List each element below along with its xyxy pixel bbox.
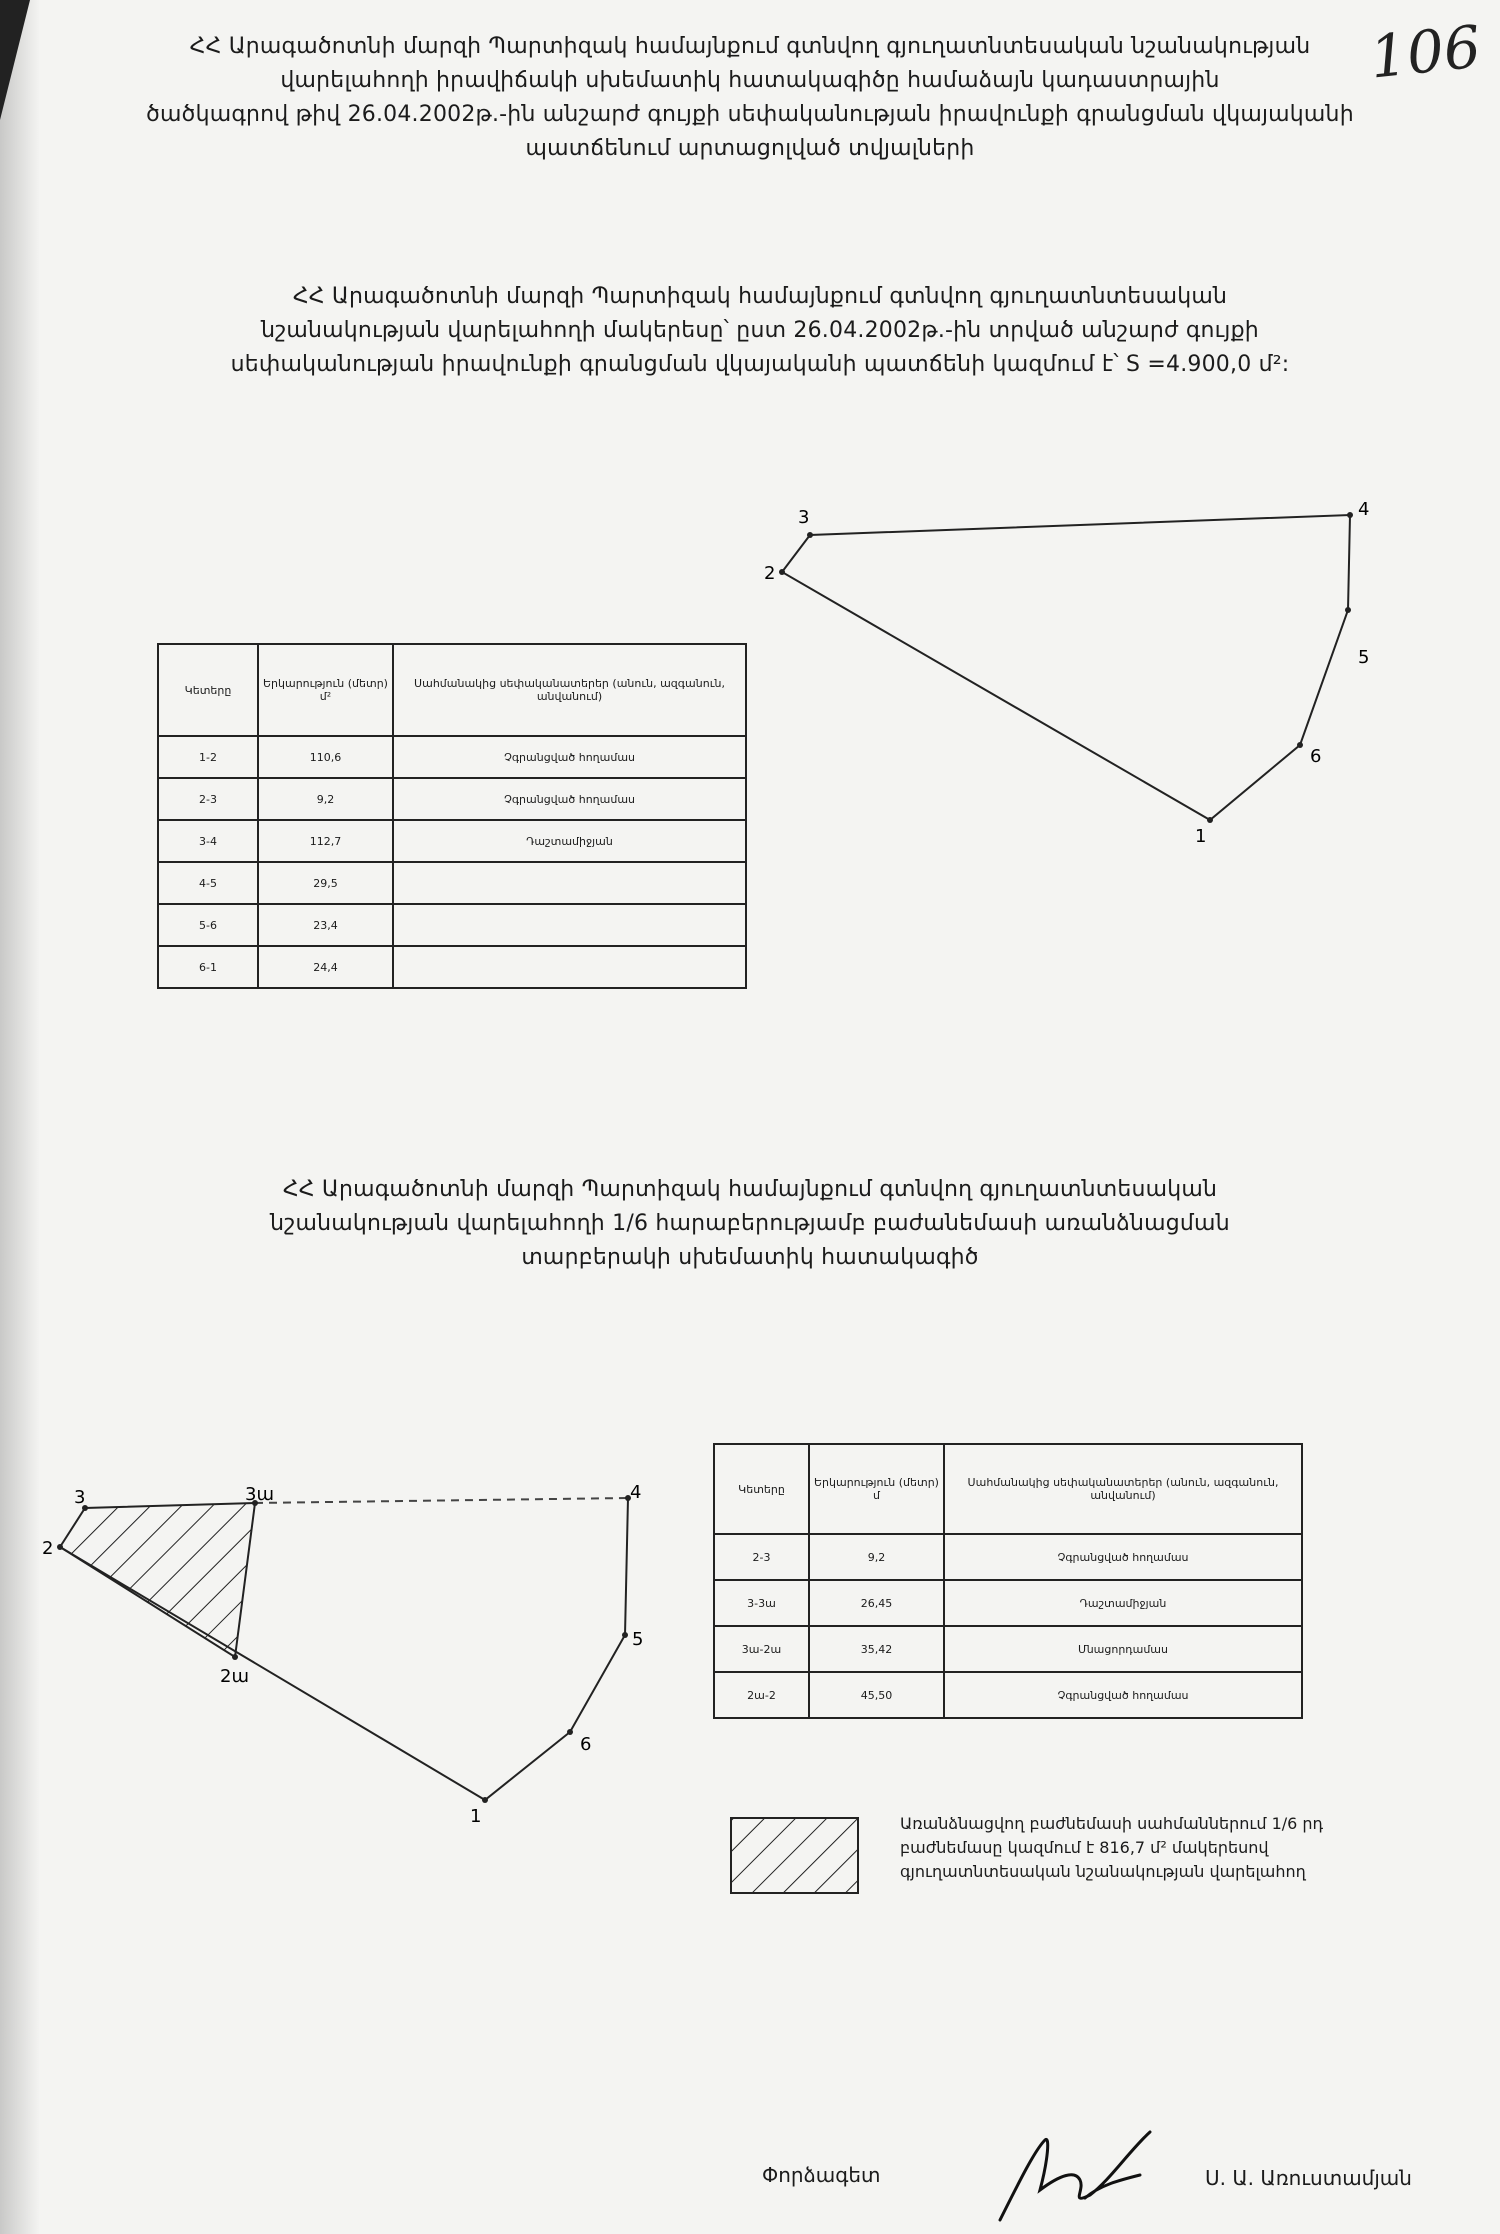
table-cell: 3-3ա (714, 1580, 809, 1626)
header-line: պատճենում արտացոլված տվյալների (525, 136, 975, 161)
table-cell: 2-3 (714, 1534, 809, 1580)
section2-description (160, 1173, 1340, 1275)
table-row (158, 904, 746, 946)
point-label: 4 (1358, 499, 1370, 520)
section2-boundary-table (713, 1443, 1303, 1719)
section1-description (120, 280, 1400, 382)
table-cell: Չգրանցված հողամաս (393, 778, 746, 820)
expert-name: Ս. Ա. Առուստամյան (1205, 2166, 1412, 2190)
table-cell: 6-1 (158, 946, 258, 988)
handwritten-signature (990, 2120, 1170, 2230)
table-cell: 1-2 (158, 736, 258, 778)
point-label: 5 (1358, 647, 1370, 668)
table-row (714, 1626, 1302, 1672)
section1-land-plan (740, 490, 1420, 850)
table-header: Սահմանակից սեփականատերեր (անուն, ազգանուն, անվանում) (944, 1444, 1302, 1534)
table-cell: Չգրանցված հողամաս (393, 736, 746, 778)
plot-outline (782, 515, 1350, 820)
table-row (158, 736, 746, 778)
table-cell: 4-5 (158, 862, 258, 904)
section1-boundary-table (157, 643, 747, 989)
allocated-share-area (60, 1503, 255, 1657)
table-cell: 26,45 (809, 1580, 944, 1626)
table-row (158, 862, 746, 904)
point-label: 4 (630, 1482, 642, 1503)
point-label: 2 (764, 563, 776, 584)
table-row (158, 820, 746, 862)
table-cell: 3ա-2ա (714, 1626, 809, 1672)
table-cell: 35,42 (809, 1626, 944, 1672)
handwritten-page-number: 106 (1366, 12, 1484, 92)
legend-text (900, 1812, 1323, 1884)
section1-line: ՀՀ Արագածոտնի մարզի Պարտիզակ համայնքում գտնվող գյուղատնտեսական (292, 284, 1228, 309)
table-header: Սահմանակից սեփականատերեր (անուն, ազգանուն, անվանում) (393, 644, 746, 736)
scan-corner-shadow (0, 0, 30, 120)
point-label: 2 (42, 1538, 54, 1559)
table-cell (393, 904, 746, 946)
table-cell (393, 946, 746, 988)
table-cell: 9,2 (809, 1534, 944, 1580)
table-cell: 45,50 (809, 1672, 944, 1718)
section2-line: տարբերակի սխեմատիկ հատակագիծ (521, 1245, 979, 1270)
header-line: վարելահողի իրավիճակի սխեմատիկ հատակագիծը համաձայն կադաստրային (280, 68, 1220, 93)
table-cell: 5-6 (158, 904, 258, 946)
signature-label: Փորձագետ (762, 2163, 881, 2187)
point-label: 5 (632, 1629, 644, 1650)
table-header: Կետերը (714, 1444, 809, 1534)
scan-edge-shadow (0, 0, 40, 2234)
header-line: ՀՀ Արագածոտնի մարզի Պարտիզակ համայնքում գտնվող գյուղատնտեսական նշանակության (189, 34, 1311, 59)
point-label: 6 (580, 1734, 592, 1755)
point-label: 3 (74, 1487, 86, 1508)
table-cell: 23,4 (258, 904, 393, 946)
section2-line: ՀՀ Արագածոտնի մարզի Պարտիզակ համայնքում գտնվող գյուղատնտեսական (282, 1177, 1218, 1202)
table-row (714, 1580, 1302, 1626)
table-cell: 24,4 (258, 946, 393, 988)
table-header: Կետերը (158, 644, 258, 736)
table-row (714, 1672, 1302, 1718)
table-cell (393, 862, 746, 904)
table-row (714, 1534, 1302, 1580)
point-label: 1 (470, 1806, 482, 1827)
table-cell: 2-3 (158, 778, 258, 820)
section2-division-plan (30, 1470, 710, 1830)
table-header: Երկարություն (մետր) մ² (258, 644, 393, 736)
table-cell: Մնացորդամաս (944, 1626, 1302, 1672)
table-cell: Չգրանցված հողամաս (944, 1534, 1302, 1580)
table-row (158, 946, 746, 988)
table-cell: 9,2 (258, 778, 393, 820)
table-cell: 112,7 (258, 820, 393, 862)
table-cell: 110,6 (258, 736, 393, 778)
legend-line: գյուղատնտեսական նշանակության վարելահող (900, 1862, 1306, 1881)
table-cell: 3-4 (158, 820, 258, 862)
point-label: 3ա (245, 1484, 274, 1505)
section1-line: նշանակության վարելահողի մակերեսը՝ ըստ 26.04.2002թ.-ին տրված անշարժ գույքի (261, 318, 1259, 343)
table-cell: Դաշտամիջյան (393, 820, 746, 862)
point-label: 6 (1310, 746, 1322, 767)
table-cell: 29,5 (258, 862, 393, 904)
header-line: ծածկագրով թիվ 26.04.2002թ.-ին անշարժ գույքի սեփականության իրավունքի գրանցման վկայականի (146, 102, 1354, 127)
point-label: 2ա (220, 1666, 249, 1687)
table-row (158, 778, 746, 820)
point-label: 1 (1195, 826, 1207, 847)
legend-line: բաժնեմասը կազմում է 816,7 մ² մակերեսով (900, 1838, 1269, 1857)
document-header (60, 30, 1440, 166)
table-header: Երկարություն (մետր) մ (809, 1444, 944, 1534)
north-boundary-dashed (255, 1498, 628, 1503)
legend-line: Առանձնացվող բաժնեմասի սահմաններում 1/6 րդ (900, 1814, 1324, 1833)
table-cell: Չգրանցված հողամաս (944, 1672, 1302, 1718)
table-cell: 2ա-2 (714, 1672, 809, 1718)
hatch-legend-swatch (730, 1817, 859, 1894)
point-label: 3 (798, 507, 810, 528)
section2-line: նշանակության վարելահողի 1/6 հարաբերությամբ բաժանեմասի առանձնացման (270, 1211, 1230, 1236)
section1-line: սեփականության իրավունքի գրանցման վկայականի պատճենի կազմում է՝ S =4.900,0 մ²: (230, 352, 1290, 377)
table-cell: Դաշտամիջյան (944, 1580, 1302, 1626)
